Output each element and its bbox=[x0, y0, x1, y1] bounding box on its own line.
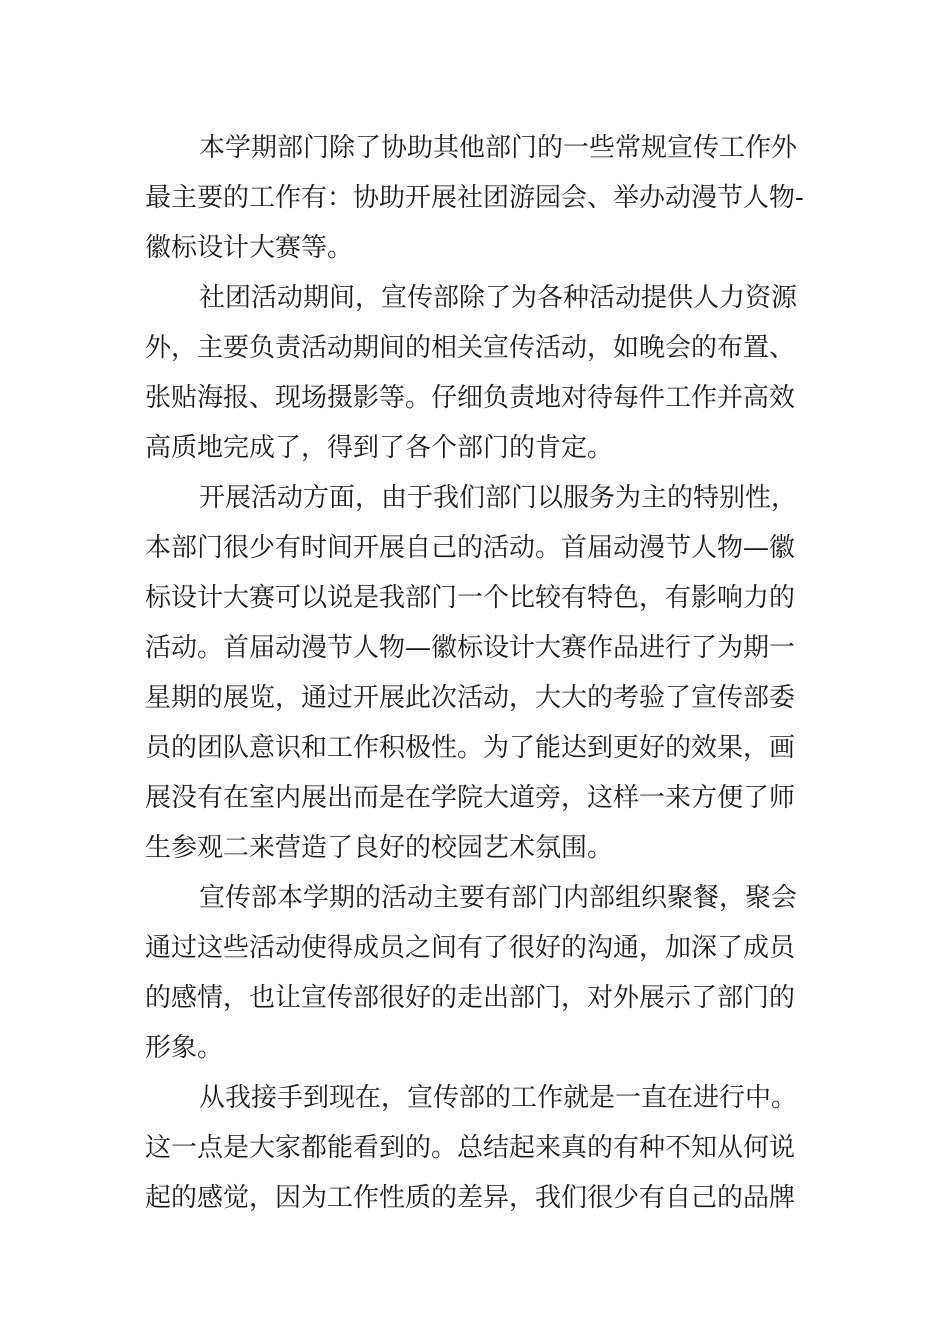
paragraph-line: 标设计大赛可以说是我部门一个比较有特色，有影响力的 bbox=[145, 583, 796, 613]
paragraph-5 bbox=[145, 1073, 810, 1223]
document-body bbox=[145, 123, 810, 1223]
paragraph-1 bbox=[145, 123, 810, 273]
paragraph-2 bbox=[145, 273, 810, 473]
paragraph-line: 从我接手到现在，宣传部的工作就是一直在进行中。 bbox=[199, 1083, 798, 1113]
paragraph-line: 起的感觉，因为工作性质的差异，我们很少有自己的品牌 bbox=[145, 1183, 796, 1213]
paragraph-line: 本部门很少有时间开展自己的活动。首届动漫节人物—徽 bbox=[145, 533, 796, 563]
paragraph-line: 通过这些活动使得成员之间有了很好的沟通，加深了成员 bbox=[145, 933, 796, 963]
paragraph-line: 开展活动方面，由于我们部门以服务为主的特别性， bbox=[199, 483, 798, 513]
paragraph-line: 最主要的工作有：协助开展社团游园会、举办动漫节人物- bbox=[145, 183, 804, 213]
paragraph-line: 展没有在室内展出而是在学院大道旁，这样一来方便了师 bbox=[145, 783, 796, 813]
paragraph-3 bbox=[145, 473, 810, 873]
paragraph-line: 形象。 bbox=[145, 1033, 224, 1063]
paragraph-line: 张贴海报、现场摄影等。仔细负责地对待每件工作并高效 bbox=[145, 383, 796, 413]
paragraph-line: 员的团队意识和工作积极性。为了能达到更好的效果，画 bbox=[145, 733, 796, 763]
paragraph-4 bbox=[145, 873, 810, 1073]
paragraph-line: 活动。首届动漫节人物—徽标设计大赛作品进行了为期一 bbox=[145, 633, 796, 663]
paragraph-line: 徽标设计大赛等。 bbox=[145, 233, 354, 263]
paragraph-line: 外，主要负责活动期间的相关宣传活动，如晚会的布置、 bbox=[145, 333, 796, 363]
paragraph-line: 本学期部门除了协助其他部门的一些常规宣传工作外 bbox=[199, 133, 798, 163]
paragraph-line: 宣传部本学期的活动主要有部门内部组织聚餐，聚会 bbox=[199, 883, 798, 913]
paragraph-line: 社团活动期间，宣传部除了为各种活动提供人力资源 bbox=[199, 283, 798, 313]
paragraph-line: 生参观二来营造了良好的校园艺术氛围。 bbox=[145, 833, 614, 863]
paragraph-line: 的感情，也让宣传部很好的走出部门，对外展示了部门的 bbox=[145, 983, 796, 1013]
paragraph-line: 高质地完成了，得到了各个部门的肯定。 bbox=[145, 433, 614, 463]
paragraph-line: 这一点是大家都能看到的。总结起来真的有种不知从何说 bbox=[145, 1133, 796, 1163]
paragraph-line: 星期的展览，通过开展此次活动，大大的考验了宣传部委 bbox=[145, 683, 796, 713]
